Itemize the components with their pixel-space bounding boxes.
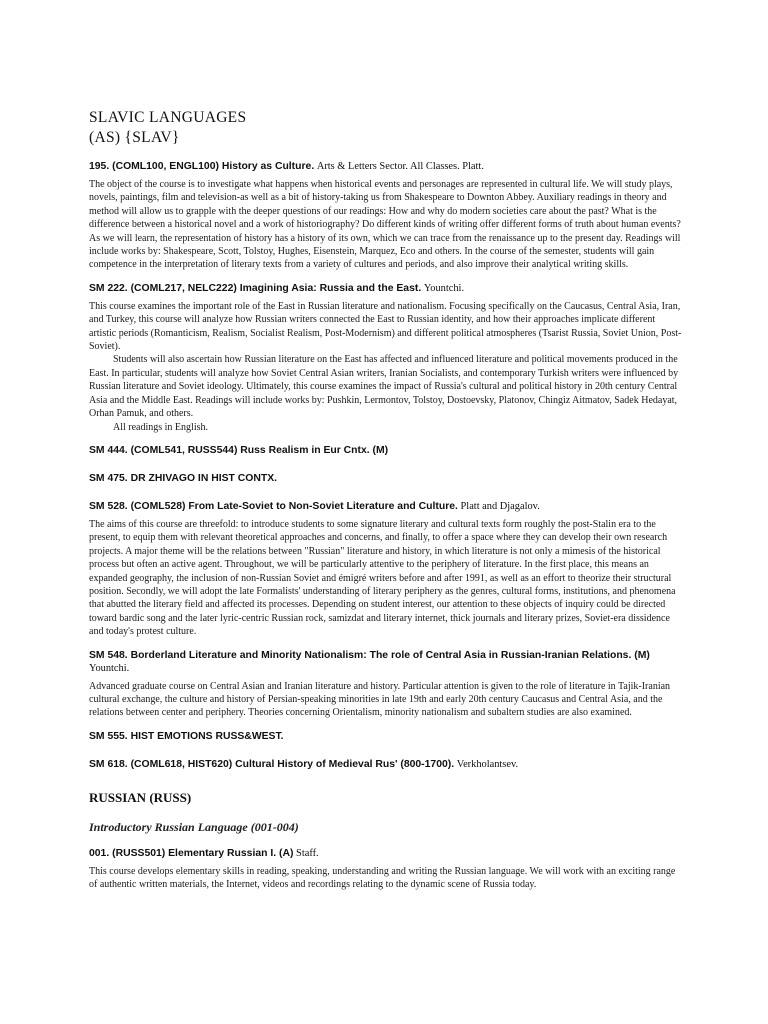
course-description: Students will also ascertain how Russian literature on the East has affected and influenced literature and political movements produced in the East. In particular, students will analyze how Soviet Central Asian writers, Iranian Socialists, and contemporary Turkish writers were influenced by Russian literature and Soviet ideology. Ultimately, this course examines the impact of Russia's cultural and political history in 20th century Central Asia and the Middle East. Readings will include works by: Pushkin, Lermontov, Tolstoy, Dostoevsky, Platonov, Chingiz Aitmatov, Sadek Hedayat, Orhan Pamuk, and others. (89, 354, 679, 420)
department-title (89, 108, 683, 148)
course-heading (89, 758, 683, 771)
course-meta: Yountchi. (89, 662, 130, 674)
course-entry (89, 472, 683, 485)
course-heading (89, 730, 683, 743)
course-description: Advanced graduate course on Central Asian and Iranian literature and history. Particular attention is given to the role of literature in Tajik-Iranian cultural exchange, the culture and history of Persian-speaking minorities in late 19th and early 20th century Caucasus and Central Asia, and the relations between center and periphery. Theories concerning Orientalism, minority nationalism and subaltern studies are also examined. (89, 680, 671, 719)
course-meta: Yountchi. (423, 282, 465, 294)
course-entry (89, 500, 683, 639)
course-entry (89, 730, 683, 743)
course-description: This course examines the important role of the East in Russian literature and nationalism. Focusing specifically on the Caucasus, Central Asia, Iran, and Turkey, this course will analyze how Russian writers connected the East to Russian identity, and how their approaches implicate different artistic periods (Romanticism, Realism, Socialist Realism, Post-Modernism) and different political atmospheres (Tsarist Russia, Soviet Union, Post-Soviet). (89, 300, 682, 353)
course-title: SM 555. HIST EMOTIONS RUSS&WEST. (89, 730, 284, 742)
course-meta: Arts & Letters Sector. All Classes. Platt. (316, 161, 484, 172)
course-title: SM 528. (COML528) From Late-Soviet to Non-Soviet Literature and Culture. (89, 500, 458, 512)
course-title: SM 444. (COML541, RUSS544) Russ Realism in Eur Cntx. (M) (89, 444, 389, 456)
course-meta: Staff. (296, 847, 319, 859)
course-entry (89, 758, 683, 771)
course-heading (89, 649, 683, 675)
course-heading (89, 847, 683, 860)
course-description: This course develops elementary skills in reading, speaking, understanding and writing the Russian language. We will work with an exciting range of authentic written materials, the Internet, videos and recordings relating to the dynamic scene of Russia today. (89, 865, 676, 891)
course-title: SM 222. (COML217, NELC222) Imagining Asia: Russia and the East. (89, 282, 422, 294)
course-entry (89, 649, 683, 720)
course-entry (89, 160, 683, 272)
course-heading (89, 282, 683, 295)
course-heading (89, 444, 683, 457)
course-title: SM 548. Borderland Literature and Minority Nationalism: The role of Central Asia in Russian-Iranian Relations. (M) (89, 649, 650, 661)
course-entry (89, 847, 683, 892)
subsection-title: Introductory Russian Language (001-004) (89, 819, 299, 834)
section-title: RUSSIAN (RUSS) (89, 789, 192, 805)
course-heading (89, 500, 683, 513)
course-description: All readings in English. (113, 421, 208, 433)
course-heading (89, 160, 683, 173)
course-title: SM 475. DR ZHIVAGO IN HIST CONTX. (89, 472, 278, 484)
course-heading (89, 472, 683, 485)
course-entry (89, 282, 683, 434)
course-description: The object of the course is to investigate what happens when historical events and personages are represented in cultural life. We will study plays, novels, paintings, film and television-as well as a bit of history-taking us from Shakespeare to Downton Abbey. Auxiliary readings in theory and method will allow us to grapple with the deeper questions of our readings: How and why do modern societies care about the past? What is the difference between a historical novel and a work of historiography? Do different kinds of writing offer different forms of truth about human events? As we will learn, the representation of history has a history of its own, which we can trace from the renaissance up to the present day. Readings will include works by: Shakespeare, Scott, Tolstoy, Hughes, Eisenstein, Marquez, Eco and others. In the course of the semester, students will gain competence in the interpretation of literary texts from a variety of cultures and periods, and also improve their analytical writing skills. (89, 179, 681, 271)
page-content (89, 108, 683, 892)
course-entry (89, 444, 683, 457)
department-code: (AS) {SLAV} (89, 129, 180, 146)
course-title: 195. (COML100, ENGL100) History as Culture. (89, 161, 315, 172)
course-title: 001. (RUSS501) Elementary Russian I. (A) (89, 847, 294, 859)
course-title: SM 618. (COML618, HIST620) Cultural History of Medieval Rus' (800-1700). (89, 758, 455, 770)
course-description: The aims of this course are threefold: to introduce students to some signature literary and cultural texts form roughly the post-Stalin era to the present, to equip them with relevant theoretical approaches and concerns, and finally, to offer a space where they can develop their own research projects. A major theme will be the relations between "Russian" literature and history, in which literature is not only a mimesis of the historical process but often an active agent. Throughout, we will be particularly attentive to the periphery of literature. In the first place, this means an expanded geography, the inclusion of non-Russian Soviet and émigré writers before and after 1991, as well as an effort to theorize their structural position. Secondly, we will adopt the late Formalists' understanding of literary periphery as the genres, cultural forms, institutions, and phenomena that abutted the literary field and affected its processes. Depending on student interest, our attention to these objects of inquiry could be directed toward bardic song and the later lyric-centric Russian rock, samizdat and literary internet, thick journals and literary prizes, Soviet-era dissidence and today's protest culture. (89, 518, 676, 638)
department-name: SLAVIC LANGUAGES (89, 109, 247, 126)
course-meta: Verkholantsev. (456, 758, 519, 770)
course-meta: Platt and Djagalov. (460, 500, 540, 512)
